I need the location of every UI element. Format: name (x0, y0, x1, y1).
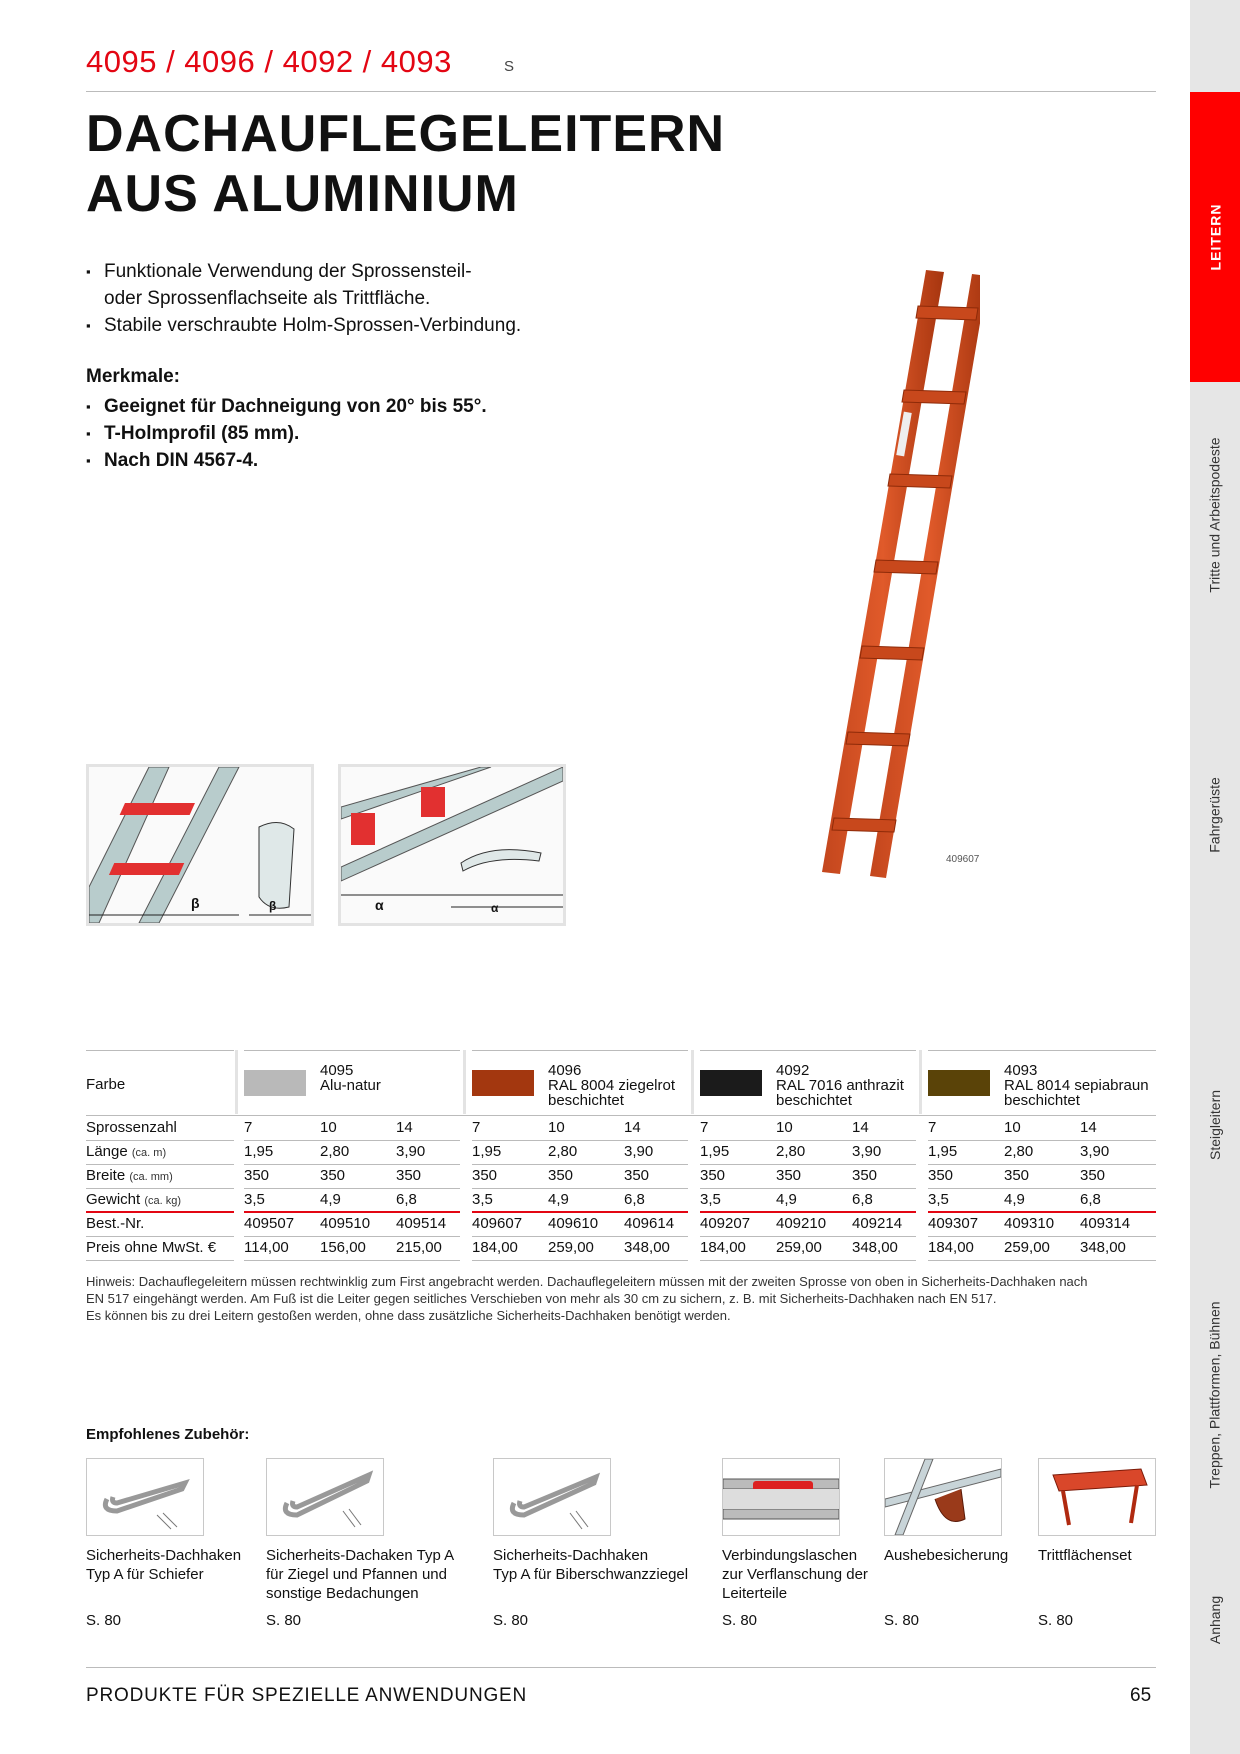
accessory-image-dachhaken-biber (493, 1458, 611, 1536)
angle-beta-label: β (191, 895, 200, 911)
color-group-code: 4095 (320, 1062, 354, 1079)
table-cell: 3,90 (624, 1143, 654, 1160)
table-row (86, 1188, 1156, 1212)
table-cell: 7 (928, 1119, 937, 1136)
color-swatch (700, 1070, 762, 1096)
codes-suffix: S (504, 58, 515, 75)
accessory-image-aushebesicherung (884, 1458, 1002, 1536)
accessory-page-ref[interactable]: S. 80 (884, 1612, 920, 1629)
features-list (86, 393, 487, 474)
feature-item: ▪ T-Holmprofil (85 mm). (86, 420, 487, 447)
table-cell: 10 (776, 1119, 793, 1136)
color-group-header (776, 1063, 904, 1108)
top-divider (86, 91, 1156, 92)
tab-steigleitern[interactable] (1190, 1040, 1240, 1210)
table-cell: 10 (548, 1119, 565, 1136)
row-label (86, 1236, 216, 1260)
table-cell: 6,8 (624, 1191, 645, 1208)
table-top-rule (472, 1050, 688, 1051)
accessory-label-line: Typ A für Biberschwanzziegel (493, 1566, 689, 1583)
column-separator (919, 1050, 922, 1114)
roof-hook-illustration (494, 1459, 610, 1535)
ladder-angle-beta-illustration (89, 767, 311, 923)
table-cell: 3,5 (928, 1191, 949, 1208)
color-swatch (244, 1070, 306, 1096)
color-group-line2: Alu-natur (320, 1077, 381, 1094)
table-cell: 259,00 (776, 1239, 822, 1256)
table-rule (700, 1260, 916, 1261)
table-cell: 350 (548, 1167, 574, 1184)
accessory-label (493, 1546, 688, 1584)
table-row (86, 1140, 1156, 1164)
table-cell: 6,8 (396, 1191, 417, 1208)
table-cell: 350 (776, 1167, 802, 1184)
table-cell: 14 (1080, 1119, 1097, 1136)
features-title: Merkmale: (86, 366, 180, 387)
accessory-page-ref[interactable]: S. 80 (493, 1612, 529, 1629)
row-unit: (ca. m) (131, 1147, 167, 1159)
table-top-rule (86, 1050, 234, 1051)
accessory-page-ref[interactable]: S. 80 (266, 1612, 302, 1629)
color-group-line3: beschichtet (548, 1092, 624, 1109)
table-cell: 259,00 (548, 1239, 594, 1256)
feature-item: ▪ Nach DIN 4567-4. (86, 447, 487, 474)
farbe-label: Farbe (86, 1076, 126, 1093)
row-unit: (ca. mm) (129, 1171, 173, 1183)
table-rule (86, 1115, 1156, 1116)
accessory-image-dachhaken-schiefer (86, 1458, 204, 1536)
table-cell: 7 (700, 1119, 709, 1136)
table-cell: 259,00 (1004, 1239, 1050, 1256)
table-cell: 4,9 (320, 1191, 341, 1208)
table-cell: 350 (472, 1167, 498, 1184)
hint-line-2: EN 517 eingehängt werden. Am Fuß ist die Leiter gegen seitliches Verschieben von mehr als 30 cm zu sichern, z. B. mit Sicherheits-Dachhaken nach EN 517. (86, 1291, 997, 1306)
tab-steigleitern-label: Steigleitern (1207, 1089, 1224, 1161)
color-group-line2: RAL 7016 anthrazit (776, 1077, 904, 1094)
table-cell: 7 (244, 1119, 253, 1136)
accessory-label (884, 1546, 1008, 1565)
table-top-rule (700, 1050, 916, 1051)
table-cell: 409614 (624, 1215, 675, 1232)
table-cell: 2,80 (776, 1143, 806, 1160)
accessory-label (266, 1546, 454, 1603)
accessory-label-line: Sicherheits-Dachhaken (86, 1547, 242, 1564)
table-cell: 2,80 (1004, 1143, 1034, 1160)
tab-tritte-label: Tritte und Arbeitspodeste (1207, 437, 1224, 593)
intro-bullet-1-line-2: oder Sprossenflachseite als Trittfläche. (104, 288, 431, 309)
row-unit: (ca. kg) (144, 1195, 182, 1207)
row-label (86, 1140, 166, 1164)
table-cell: 3,90 (1080, 1143, 1110, 1160)
color-group-header (320, 1063, 381, 1093)
table-cell: 3,90 (852, 1143, 882, 1160)
accessory-label (1038, 1546, 1132, 1565)
color-group-header (548, 1063, 675, 1108)
table-cell: 409307 (928, 1215, 979, 1232)
accessories-title: Empfohlenes Zubehör: (86, 1426, 250, 1443)
connector-plate-illustration (723, 1459, 839, 1535)
product-image-caption: 409607 (946, 854, 980, 865)
table-cell: 184,00 (928, 1239, 974, 1256)
accessory-image-dachhaken-ziegel (266, 1458, 384, 1536)
bottom-divider (86, 1667, 1156, 1668)
table-cell: 215,00 (396, 1239, 442, 1256)
table-cell: 350 (1004, 1167, 1030, 1184)
title-line-1: DACHAUFLEGELEITERN (86, 105, 726, 163)
accessory-label-line: Leiterteile (722, 1585, 788, 1602)
color-group-code: 4092 (776, 1062, 810, 1079)
color-swatch (928, 1070, 990, 1096)
table-cell: 184,00 (700, 1239, 746, 1256)
angle-alpha-label: α (375, 897, 384, 913)
table-cell: 184,00 (472, 1239, 518, 1256)
accessory-page-ref[interactable]: S. 80 (1038, 1612, 1074, 1629)
column-separator (463, 1050, 466, 1114)
table-cell: 3,5 (244, 1191, 265, 1208)
table-rule (472, 1260, 688, 1261)
intro-bullets (86, 258, 521, 339)
table-cell: 10 (1004, 1119, 1021, 1136)
angle-beta-label-small: β (269, 899, 277, 913)
table-cell: 409610 (548, 1215, 599, 1232)
intro-bullet-1-line-1: ▪ Funktionale Verwendung der Sprossensteil- (104, 261, 472, 282)
table-cell: 350 (1080, 1167, 1106, 1184)
accessory-label-line: Typ A für Schiefer (86, 1566, 204, 1583)
table-cell: 14 (852, 1119, 869, 1136)
color-swatch (472, 1070, 534, 1096)
row-label-text: Sprossenzahl (86, 1119, 177, 1136)
table-cell: 348,00 (852, 1239, 898, 1256)
table-cell: 409514 (396, 1215, 447, 1232)
table-cell: 6,8 (1080, 1191, 1101, 1208)
tab-treppen[interactable] (1190, 1270, 1240, 1520)
accessory-label (722, 1546, 868, 1603)
title-line-2: AUS ALUMINIUM (86, 165, 519, 223)
table-cell: 409314 (1080, 1215, 1131, 1232)
table-rule (244, 1260, 460, 1261)
column-separator (235, 1050, 238, 1114)
table-cell: 409507 (244, 1215, 295, 1232)
spec-table (86, 1050, 1156, 1266)
tab-leitern[interactable] (1190, 132, 1240, 342)
table-cell: 7 (472, 1119, 481, 1136)
accessory-page-ref[interactable]: S. 80 (722, 1612, 758, 1629)
row-label (86, 1212, 144, 1236)
row-label (86, 1116, 177, 1140)
table-rule (86, 1260, 234, 1261)
color-group-line2: RAL 8014 sepiabraun (1004, 1077, 1149, 1094)
table-rule (928, 1260, 1156, 1261)
accessory-image-trittflaechenset (1038, 1458, 1156, 1536)
table-cell: 348,00 (624, 1239, 670, 1256)
table-cell: 350 (700, 1167, 726, 1184)
table-row (86, 1236, 1156, 1260)
lift-guard-illustration (885, 1459, 1001, 1535)
intro-bullet-2: ▪ Stabile verschraubte Holm-Sprossen-Verbindung. (86, 312, 521, 339)
roof-hook-illustration (87, 1459, 203, 1535)
table-row (86, 1116, 1156, 1140)
accessory-label-line: Sicherheits-Dachaken Typ A (266, 1547, 455, 1564)
table-cell: 409510 (320, 1215, 371, 1232)
table-cell: 409214 (852, 1215, 903, 1232)
table-cell: 2,80 (548, 1143, 578, 1160)
hint-line-3: Es können bis zu drei Leitern gestoßen werden, ohne dass zusätzliche Sicherheits-Dachhaken benötigt werden. (86, 1308, 731, 1323)
product-codes: 4095 / 4096 / 4092 / 4093 (86, 44, 452, 79)
row-label (86, 1164, 173, 1188)
intro-bullet-1 (86, 258, 521, 312)
table-cell: 4,9 (776, 1191, 797, 1208)
accessory-label-line: Verbindungslaschen (722, 1547, 858, 1564)
detail-image-alpha (338, 764, 566, 926)
table-cell: 2,80 (320, 1143, 350, 1160)
table-cell: 114,00 (244, 1239, 289, 1256)
color-group-line2: RAL 8004 ziegelrot (548, 1077, 676, 1094)
table-cell: 350 (244, 1167, 270, 1184)
ladder-product-image (800, 262, 980, 882)
tab-fahrgerueste[interactable] (1190, 730, 1240, 900)
accessory-label-line: Aushebesicherung (884, 1547, 1009, 1564)
table-cell: 14 (396, 1119, 413, 1136)
accessory-label-line: für Ziegel und Pfannen und (266, 1566, 447, 1583)
feature-item: ▪ Geeignet für Dachneigung von 20° bis 55°. (86, 393, 487, 420)
table-cell: 409210 (776, 1215, 827, 1232)
tab-anhang-label: Anhang (1207, 1595, 1223, 1645)
table-row (86, 1212, 1156, 1236)
table-cell: 409607 (472, 1215, 523, 1232)
table-cell: 350 (396, 1167, 422, 1184)
table-cell: 350 (320, 1167, 346, 1184)
accessory-label-line: zur Verflanschung der (722, 1566, 868, 1583)
accessory-label-line: sonstige Bedachungen (266, 1585, 419, 1602)
table-cell: 3,90 (396, 1143, 426, 1160)
tab-fahrgerueste-label: Fahrgerüste (1207, 777, 1224, 853)
table-cell: 4,9 (548, 1191, 569, 1208)
step-platform-illustration (1039, 1459, 1155, 1535)
table-cell: 350 (852, 1167, 878, 1184)
row-label-text: Best.-Nr. (86, 1215, 145, 1232)
table-row (86, 1164, 1156, 1188)
table-cell: 1,95 (928, 1143, 958, 1160)
table-cell: 1,95 (472, 1143, 502, 1160)
table-cell: 3,5 (472, 1191, 493, 1208)
accessory-label-line: Trittflächenset (1038, 1547, 1132, 1564)
row-label-text: Gewicht (86, 1191, 141, 1208)
tab-leitern-label: LEITERN (1207, 203, 1224, 271)
table-cell: 409207 (700, 1215, 751, 1232)
roof-hook-illustration (267, 1459, 383, 1535)
row-label-text: Preis ohne MwSt. € (86, 1239, 217, 1256)
angle-alpha-label-small: α (491, 901, 499, 915)
accessory-image-verbindungslaschen (722, 1458, 840, 1536)
tab-tritte[interactable] (1190, 410, 1240, 620)
accessory-page-ref[interactable]: S. 80 (86, 1612, 122, 1629)
hint-line-1: Hinweis: Dachauflegeleitern müssen rechtwinklig zum First angebracht werden. Dachauflegeleitern müssen mit der zweiten Sprosse von oben in Sicherheits-Dachhaken nach (86, 1274, 1088, 1289)
page-title (86, 104, 725, 224)
footer-section-title: PRODUKTE FÜR SPEZIELLE ANWENDUNGEN (86, 1685, 528, 1706)
row-label-text: Breite (86, 1167, 126, 1184)
table-cell: 350 (624, 1167, 650, 1184)
detail-image-beta (86, 764, 314, 926)
accessory-label-line: Sicherheits-Dachhaken (493, 1547, 649, 1564)
table-top-rule (928, 1050, 1156, 1051)
table-cell: 14 (624, 1119, 641, 1136)
table-cell: 6,8 (852, 1191, 873, 1208)
table-cell: 1,95 (700, 1143, 730, 1160)
table-cell: 156,00 (320, 1239, 366, 1256)
table-cell: 350 (928, 1167, 954, 1184)
color-group-line3: beschichtet (776, 1092, 852, 1109)
table-cell: 409310 (1004, 1215, 1055, 1232)
color-group-line3: beschichtet (1004, 1092, 1080, 1109)
hint-text (86, 1273, 1166, 1324)
table-cell: 4,9 (1004, 1191, 1025, 1208)
tab-treppen-label: Treppen, Plattformen, Bühnen (1207, 1301, 1224, 1489)
page-number: 65 (1130, 1685, 1152, 1706)
color-group-header (1004, 1063, 1149, 1108)
color-group-code: 4096 (548, 1062, 582, 1079)
table-top-rule (244, 1050, 460, 1051)
table-cell: 1,95 (244, 1143, 274, 1160)
table-cell: 10 (320, 1119, 337, 1136)
tab-anhang[interactable] (1190, 1570, 1240, 1670)
accessory-label (86, 1546, 241, 1584)
row-label (86, 1188, 181, 1212)
table-cell: 348,00 (1080, 1239, 1126, 1256)
color-group-code: 4093 (1004, 1062, 1038, 1079)
row-label-text: Länge (86, 1143, 128, 1160)
table-cell: 3,5 (700, 1191, 721, 1208)
column-separator (691, 1050, 694, 1114)
